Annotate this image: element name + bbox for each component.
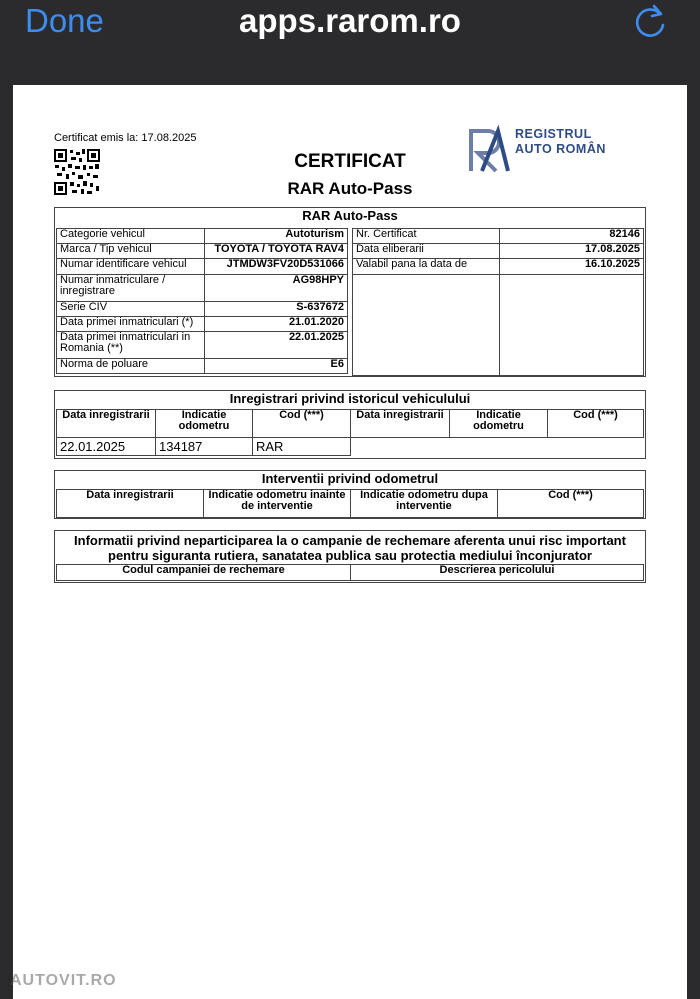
logo-line-1: REGISTRUL	[515, 127, 592, 141]
rar-logo	[468, 125, 608, 173]
row-value: 17.08.2025	[500, 244, 644, 259]
col-header: Indicatie odometru inainte de interventie	[204, 490, 351, 518]
row-value: 22.01.2025	[205, 332, 348, 359]
page-title: CERTIFICAT	[294, 151, 406, 172]
table-row	[57, 302, 348, 317]
table-row	[353, 275, 644, 376]
row-value: 16.10.2025	[500, 259, 644, 275]
row-value: E6	[205, 359, 348, 374]
row-label: Data primei inmatriculari (*)	[57, 317, 205, 332]
table-header-row	[57, 490, 644, 518]
reload-icon[interactable]	[632, 2, 668, 40]
row-value: AG98HPY	[205, 275, 348, 302]
history-code: RAR	[253, 438, 351, 456]
table-header-row	[57, 565, 644, 581]
row-label: Numar inmatriculare / inregistrare	[57, 275, 205, 302]
odometer-section-title: Interventii privind odometrul	[261, 471, 439, 486]
certificate-table	[352, 228, 644, 376]
table-row	[353, 229, 644, 244]
rar-logo-icon	[468, 125, 512, 173]
table-row	[353, 259, 644, 275]
table-row	[57, 229, 348, 244]
row-label: Categorie vehicul	[57, 229, 205, 244]
browser-toolbar	[0, 0, 700, 70]
table-row	[57, 359, 348, 374]
table-row	[57, 317, 348, 332]
issued-date: Certificat emis la: 17.08.2025	[54, 132, 197, 144]
table-row	[57, 275, 348, 302]
vehicle-section-title: RAR Auto-Pass	[302, 208, 398, 223]
history-date: 22.01.2025	[57, 438, 156, 456]
row-label: Data eliberarii	[353, 244, 500, 259]
row-label: Valabil pana la data de	[353, 259, 500, 275]
watermark: AUTOVIT.RO	[10, 972, 117, 989]
row-label: Serie CIV	[57, 302, 205, 317]
history-odometer: 134187	[156, 438, 253, 456]
col-header: Data inregistrarii	[57, 410, 156, 438]
col-header: Indicatie odometru	[450, 410, 548, 438]
table-row	[57, 244, 348, 259]
row-value: S-637672	[205, 302, 348, 317]
row-value: 21.01.2020	[205, 317, 348, 332]
col-header: Cod (***)	[498, 490, 644, 518]
row-value: JTMDW3FV20D531066	[205, 259, 348, 275]
col-header: Cod (***)	[548, 410, 644, 438]
certificate-page	[13, 85, 687, 999]
url-label[interactable]: apps.rarom.ro	[239, 2, 461, 39]
col-header: Cod (***)	[253, 410, 351, 438]
col-header: Descrierea pericolului	[351, 565, 644, 581]
table-row	[57, 259, 348, 275]
table-header-row	[57, 410, 644, 438]
col-header: Codul campaniei de rechemare	[57, 565, 351, 581]
row-label: Marca / Tip vehicul	[57, 244, 205, 259]
table-row	[57, 332, 348, 359]
row-value: 82146	[500, 229, 644, 244]
table-row	[353, 244, 644, 259]
col-header: Data inregistrarii	[57, 490, 204, 518]
row-label: Norma de poluare	[57, 359, 205, 374]
table-row	[57, 438, 644, 456]
row-value: Autoturism	[205, 229, 348, 244]
done-button[interactable]: Done	[25, 2, 104, 39]
recall-section-title: Informatii privind neparticiparea la o campanie de rechemare aferenta unui risc important pentru siguranta rutiera, sanatatea publica sau protectia mediului înconjurator	[74, 533, 626, 563]
col-header: Indicatie odometru	[156, 410, 253, 438]
col-header: Data inregistrarii	[351, 410, 450, 438]
recall-table	[56, 564, 644, 581]
col-header: Indicatie odometru dupa interventie	[351, 490, 498, 518]
history-table	[56, 409, 644, 456]
row-label: Numar identificare vehicul	[57, 259, 205, 275]
page-subtitle: RAR Auto-Pass	[287, 179, 413, 198]
row-value: TOYOTA / TOYOTA RAV4	[205, 244, 348, 259]
row-label: Data primei inmatriculari in Romania (**)	[57, 332, 205, 359]
vehicle-table	[56, 228, 348, 374]
row-label: Nr. Certificat	[353, 229, 500, 244]
logo-line-2: AUTO ROMÂN	[515, 142, 606, 156]
odometer-table	[56, 489, 644, 518]
history-section-title: Inregistrari privind istoricul vehiculului	[229, 391, 471, 406]
